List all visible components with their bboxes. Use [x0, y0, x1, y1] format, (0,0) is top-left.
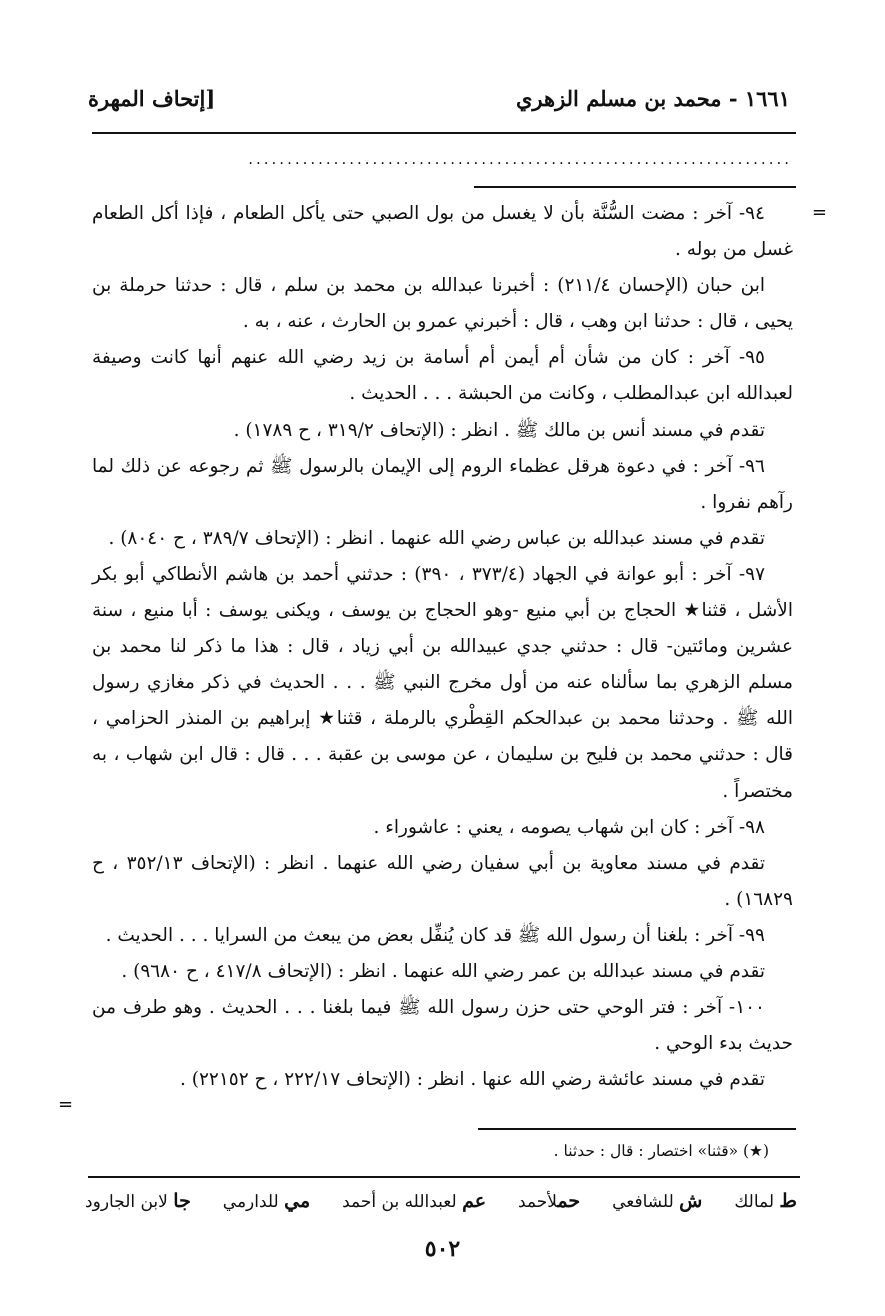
abbreviations-legend: [85, 1190, 797, 1212]
cross-reference: تقدم في مسند أنس بن مالك ﷺ . انظر : (الإتحاف ٣١٩/٢ ، ح ١٧٨٩) .: [233, 419, 765, 441]
abbreviation-item: عم لعبدالله بن أحمد: [342, 1190, 487, 1212]
abbreviation-item: ط لمالك: [734, 1190, 797, 1212]
footnote: (★) «قثنا» اختصار : قال : حدثنا .: [553, 1142, 769, 1160]
cross-reference: تقدم في مسند معاوية بن أبي سفيان رضي الله عنهما . انظر : (الإتحاف ٣٥٢/١٣ ، ح ١٦٨٢٩) .: [92, 852, 793, 910]
footnote-rule: [478, 1128, 796, 1130]
entry-100: ١٠٠- آخر : فتر الوحي حتى حزن رسول الله ﷺ فيما بلغنا . . . الحديث . وهو طرف من حديث بدء الوحي .: [92, 997, 793, 1055]
source-ibn-hibban: ابن حبان (الإحسان ٢١١/٤) : أخبرنا عبدالله بن محمد بن سلم ، قال : حدثنا حرملة بن يحيى ، قال : حدثنا ابن وهب ، قال : أخبرني عمرو بن الحارث ، عنه ، به .: [92, 275, 793, 333]
cross-reference: تقدم في مسند عبدالله بن عباس رضي الله عنهما . انظر : (الإتحاف ٣٨٩/٧ ، ح ٨٠٤٠) .: [108, 527, 765, 549]
entry-98: ٩٨- آخر : كان ابن شهاب يصومه ، يعني : عاشوراء .: [373, 816, 765, 838]
cross-reference: تقدم في مسند عائشة رضي الله عنها . انظر : (الإتحاف ٢٢٢/١٧ ، ح ٢٢١٥٢) .: [180, 1069, 765, 1091]
entry-97: ٩٧- آخر : أبو عوانة في الجهاد (٣٧٣/٤ ، ٣٩٠) : حدثني أحمد بن هاشم الأنطاكي أبو بكر الأشل ، قثنا★ الحجاج بن أبي منيع -وهو الحجاج بن يوسف ، ويكنى يوسف : أبا منيع ، سنة عشرين ومائتين- قال : حدثني جدي عبيدالله بن أبي زياد ، قال : هذا ما ذكر لنا محمد بن مسلم الزهري بما سألناه عنه من أول مخرج النبي ﷺ . . . الحديث في ذكر مغازي رسول الله ﷺ . وحدثنا محمد بن عبدالحكم القِطْري بالرملة ، قثنا★ إبراهيم بن المنذر الحزامي ، قال : حدثني محمد بن فليح بن سليمان ، عن موسى بن عقبة . . . قال : قال ابن شهاب ، به مختصراً .: [92, 563, 793, 802]
cross-reference: تقدم في مسند عبدالله بن عمر رضي الله عنهما . انظر : (الإتحاف ٤١٧/٨ ، ح ٩٦٨٠) .: [121, 960, 765, 982]
abbreviation-item: جا لابن الجارود: [85, 1190, 191, 1212]
ellipsis-row: ......................................................................: [248, 150, 792, 168]
entry-95: ٩٥- آخر : كان من شأن أم أيمن أم أسامة بن زيد رضي الله عنهم أنها كانت وصيفة لعبدالله ابن عبدالمطلب ، وكانت من الحبشة . . . الحديث .: [92, 347, 793, 405]
page-number: ٥٠٢: [424, 1236, 461, 1262]
book-title: [إتحاف المهرة: [88, 86, 216, 111]
header-rule: [92, 132, 796, 134]
entry-99: ٩٩- آخر : بلغنا أن رسول الله ﷺ قد كان يُنفِّل بعض من يبعث من السرايا . . . الحديث .: [105, 924, 765, 946]
abbreviations-rule: [88, 1176, 800, 1178]
abbreviation-item: ش للشافعي: [612, 1190, 703, 1212]
main-text: [92, 196, 793, 1098]
entry-96: ٩٦- آخر : في دعوة هرقل عظماء الروم إلى الإيمان بالرسول ﷺ ثم رجوعه عن ذلك لما رآهم نفروا .: [92, 455, 793, 513]
margin-equals-mark-bottom: =: [58, 1094, 74, 1115]
entry-94: ٩٤- آخر : مضت السُّنَّة بأن لا يغسل من بول الصبي حتى يأكل الطعام ، فإذا أكل الطعام غسل من بوله .: [92, 203, 793, 261]
margin-equals-mark-top: =: [811, 202, 827, 223]
section-title: ١٦٦١ - محمد بن مسلم الزهري: [515, 86, 790, 111]
section-rule: [474, 186, 796, 188]
abbreviation-item: مي للدارمي: [222, 1190, 311, 1212]
abbreviation-item: حملأحمد: [518, 1190, 581, 1212]
